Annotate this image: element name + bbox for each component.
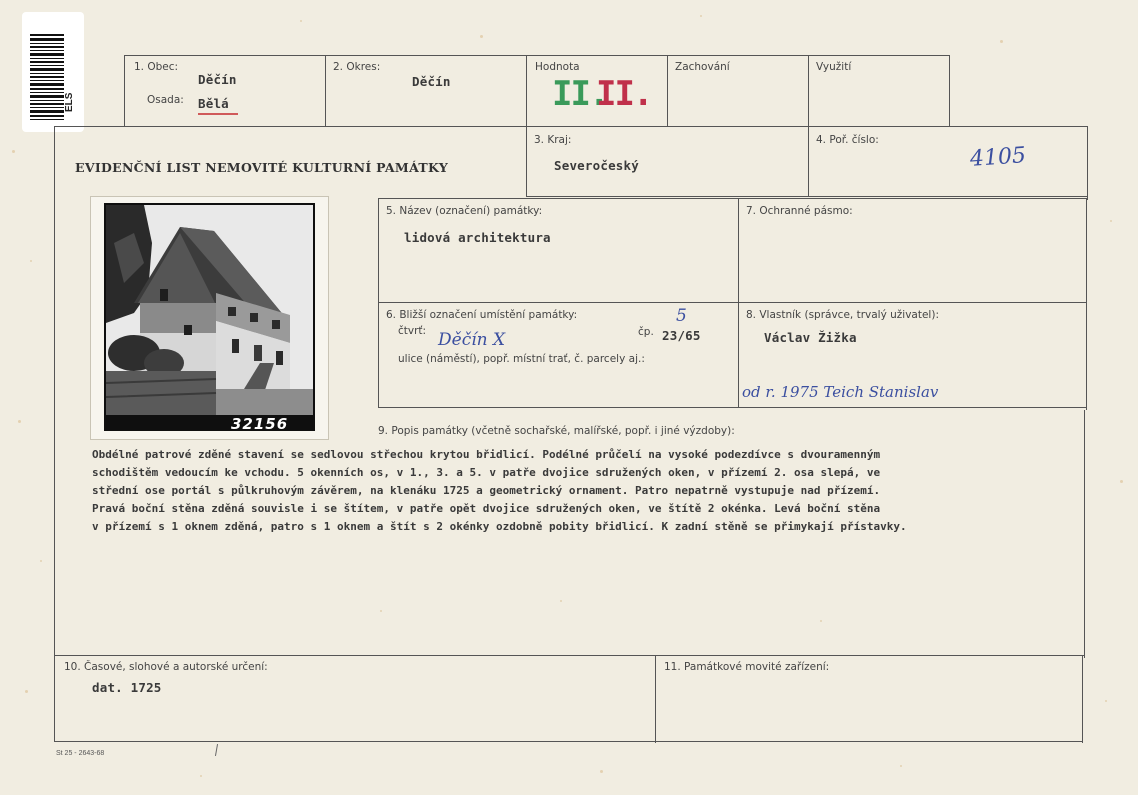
popis-line: střední ose portál s půlkruhovým závěrem, na klenáku 1725 a geometrický ornament. Patro nepatrně vystupuje nad přízemí. [92,484,881,497]
form-title: EVIDENČNÍ LIST NEMOVITÉ KULTURNÍ PAMÁTKY [75,160,449,175]
obec-value: Děčín [198,72,237,87]
sticker-text: ELS [64,92,75,112]
ulice-label: ulice (náměstí), popř. místní trať, č. parcely aj.: [398,353,645,365]
kraj-value: Severočeský [554,158,639,173]
ochranne-pasmo-label: 7. Ochranné pásmo: [746,205,853,217]
house-photo [104,203,315,431]
barcode-sticker [22,12,84,132]
cp-correction: 5 [676,306,687,326]
cp-value: 23/65 [662,328,701,343]
hodnota-value-red: II. [596,74,652,114]
osada-underline [198,113,238,115]
barcode-icon [30,34,64,122]
movite-label: 11. Památkové movité zařízení: [664,661,830,673]
vlastnik-label: 8. Vlastník (správce, trvalý uživatel): [746,309,939,321]
vlastnik-handwritten: od r. 1975 Teich Stanislav [742,383,939,401]
umisteni-label: 6. Bližší označení umístění památky: [386,309,578,321]
nazev-label: 5. Název (označení) památky: [386,205,543,217]
urceni-value: dat. 1725 [92,680,162,695]
por-cislo-label: 4. Poř. číslo: [816,134,879,146]
obec-label: 1. Obec: [134,61,179,73]
cp-label: čp. [638,326,654,338]
nazev-value: lidová architektura [404,230,551,245]
print-code: St 25 - 2643-68 [56,750,105,757]
por-cislo-value: 4105 [969,143,1027,172]
photo-frame [90,196,329,440]
urceni-label: 10. Časové, slohové a autorské určení: [64,661,268,673]
popis-line: schodištěm vedoucím ke vchodu. 5 okenních os, v 1., 3. a 5. v patře dvojice sdružených oken, v přízemí 2. osa slepá, ve [92,466,881,479]
osada-label: Osada: [147,94,184,106]
okres-value: Děčín [412,74,451,89]
ctvrt-value: Děčín X [438,330,506,350]
kraj-label: 3. Kraj: [534,134,572,146]
popis-label: 9. Popis památky (včetně sochařské, malířské, popř. i jiné výzdoby): [378,425,735,437]
popis-line: Pravá boční stěna zděná souvisle i se štítem, v patře opět dvojice sdružených oken, ve štítě 2 okénka. Levá boční stěna [92,502,881,515]
ctvrt-label: čtvrť: [398,325,427,337]
hodnota-value-green: II. [552,74,608,114]
popis-line: v přízemí s 1 oknem zděná, patro s 1 oknem a štít s 2 okénky ozdobně pobity břidlicí. K zadní stěně se přimykají přístavky. [92,520,907,533]
popis-line: Obdélné patrové zděné stavení se sedlovou střechou krytou břidlicí. Podélné průčelí na vysoké podezdívce s dvouramenným [92,448,881,461]
osada-value: Bělá [198,96,229,111]
photo-number: 32156 [231,415,289,433]
vlastnik-value: Václav Žižka [764,330,857,345]
pencil-mark [215,744,218,756]
zachovani-label: Zachování [675,61,730,73]
hodnota-label: Hodnota [535,61,580,73]
okres-label: 2. Okres: [333,61,381,73]
vyuziti-label: Využití [816,61,852,73]
